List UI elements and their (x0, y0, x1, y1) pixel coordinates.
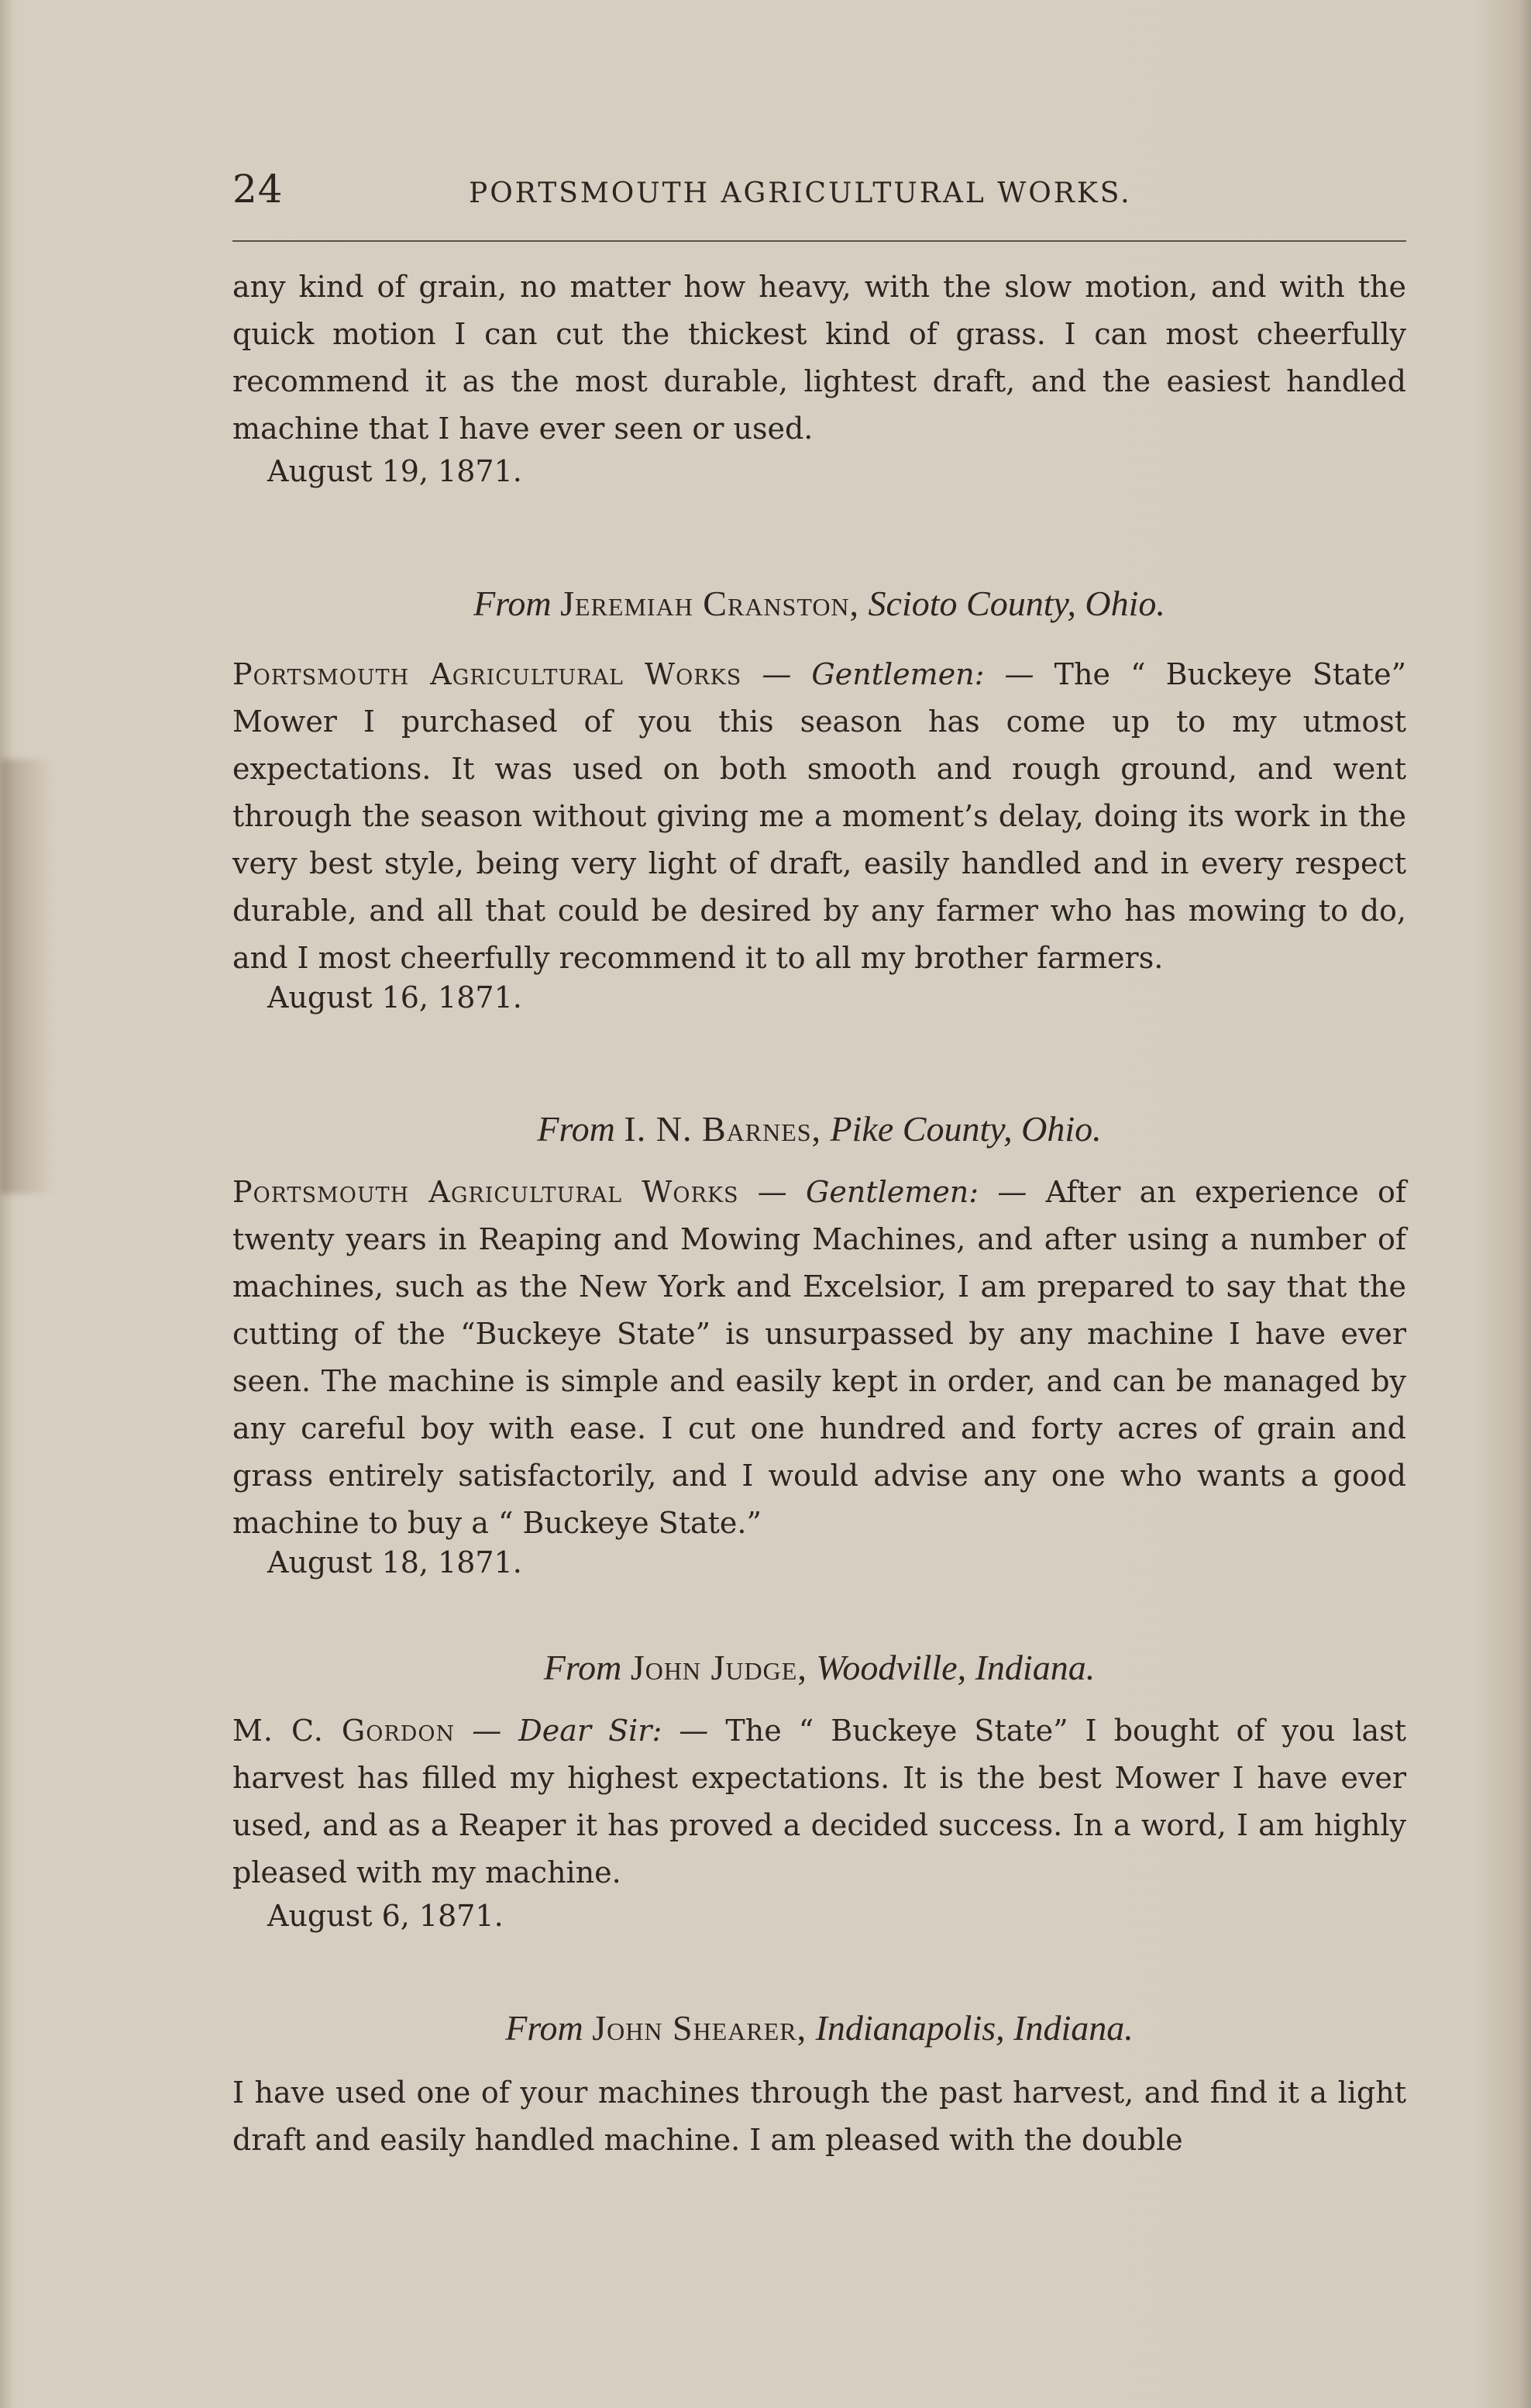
letter-text: I have used one of your machines through the past harvest, and find it a light draft and easily handled machine. I am pleased with the double (232, 2076, 1406, 2157)
letter-body (232, 651, 1406, 982)
letter-addressee: Portsmouth Agricultural Works (232, 657, 742, 691)
page-number: 24 (232, 167, 284, 212)
letter-body (232, 2069, 1406, 2164)
letter-body (232, 1169, 1406, 1547)
heading-name: I. N. Barnes, (624, 1109, 822, 1149)
letter-text: The “ Buckeye State” I bought of you last harvest has filled my highest expectations. It is the best Mower I have ever used, and as a Reaper it has proved a decided success. In a word, I am highly pleased with my machine. (232, 1714, 1406, 1890)
heading-from: From (537, 1109, 615, 1149)
continuation-date: August 19, 1871. (267, 454, 522, 488)
page-stain (0, 760, 54, 1194)
letter-heading (232, 1647, 1406, 1688)
letter-body (232, 1707, 1406, 1896)
running-title: PORTSMOUTH AGRICULTURAL WORKS. (469, 177, 1132, 209)
heading-from: From (543, 1648, 622, 1687)
letter-date: August 16, 1871. (267, 980, 522, 1015)
heading-place: Indianapolis, Indiana. (815, 2008, 1134, 2048)
page-header (232, 167, 1410, 213)
letter-text: After an experience of twenty years in Reaping and Mowing Machines, and after using a number of machines, such as the New York and Excelsior, I am prepared to say that the cutting of the “Buckeye State” is unsurpassed by any machine I have ever seen. The machine is simple and easily kept in order, and can be managed by any careful boy with ease. I cut one hundred and forty acres of grain and grass entirely satisfactorily, and I would advise any one who wants a good machine to buy a “ Buckeye State.” (232, 1175, 1406, 1540)
heading-place: Pike County, Ohio. (830, 1109, 1102, 1149)
heading-from: From (473, 584, 552, 623)
letter-date: August 18, 1871. (267, 1545, 522, 1579)
heading-name: Jeremiah Cranston, (560, 584, 860, 623)
continuation-paragraph: any kind of grain, no matter how heavy, with the slow motion, and with the quick motion I can cut the thickest kind of grass. I can most cheerfully recommend it as the most durable, lightest draft, and the easiest handled machine that I have ever seen or used. (232, 270, 1406, 446)
letter-text: The “ Buckeye State” Mower I purchased of you this season has come up to my utmost expectations. It was used on both smooth and rough ground, and went through the season without giving me a moment’s delay, doing its work in the very best style, being very light of draft, easily handled and in every respect durable, and all that could be desired by any farmer who has mowing to do, and I most cheerfully recommend it to all my brother farmers. (232, 657, 1406, 975)
heading-place: Scioto County, Ohio. (868, 584, 1165, 623)
letter-addressee: Portsmouth Agricultural Works (232, 1175, 739, 1209)
letter-date: August 6, 1871. (267, 1899, 504, 1933)
heading-name: John Shearer, (592, 2008, 807, 2048)
letter-addressee: M. C. Gordon (232, 1714, 456, 1748)
letter-heading (232, 1108, 1406, 1149)
letter-salutation: — Gentlemen: — (762, 657, 1034, 691)
letter-heading (232, 583, 1406, 624)
heading-place: Woodville, Indiana. (816, 1648, 1096, 1687)
heading-name: John Judge, (630, 1648, 807, 1687)
heading-from: From (505, 2008, 583, 2048)
header-rule (232, 240, 1406, 242)
letter-salutation: — Dear Sir: — (472, 1714, 709, 1748)
letter-salutation: — Gentlemen: — (757, 1175, 1027, 1209)
letter-heading (232, 2007, 1406, 2048)
